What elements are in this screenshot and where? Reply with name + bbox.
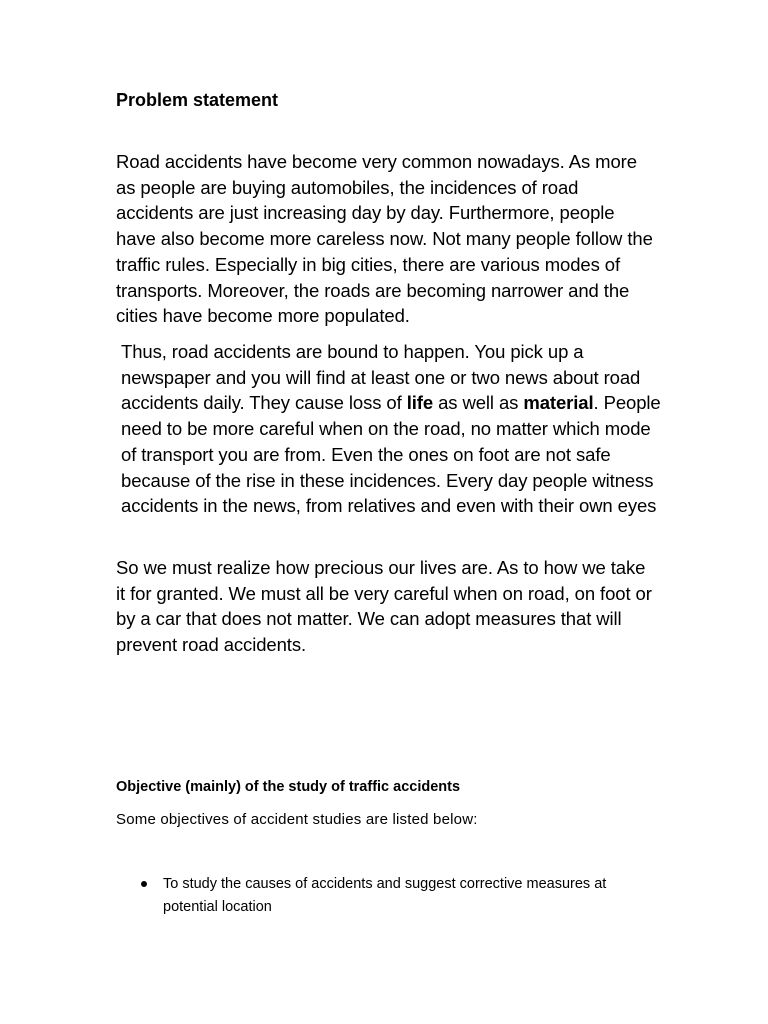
paragraph-2-text-c: . People need to be more careful when on the road, no matter which mode of transport you are from. Even the ones on foot are not safe because of the rise in these incidences. Every day people witness accidents in the news, from relatives and even with their own eyes — [121, 392, 661, 517]
section-title: Problem statement — [116, 90, 279, 110]
list-item-text: To study the causes of accidents and suggest corrective measures at potential location — [163, 876, 607, 915]
bullet-icon — [141, 881, 147, 887]
paragraph-2 — [116, 339, 663, 519]
paragraph-2-text-a: Thus, road accidents are bound to happen. You pick up a newspaper and you will find at least one or two news about road accidents daily. They cause loss of — [121, 341, 641, 414]
list-item — [116, 873, 656, 919]
objective-heading: Objective (mainly) of the study of traffic accidents — [116, 779, 461, 795]
paragraph-3: So we must realize how precious our lives are. As to how we take it for granted. We must all be very careful when on road, on foot or by a car that does not matter. We can adopt measures that will prevent road accidents. — [116, 557, 652, 656]
objective-intro: Some objectives of accident studies are listed below: — [116, 811, 478, 828]
paragraph-1: Road accidents have become very common nowadays. As more as people are buying automobiles, the incidences of road accidents are just increasing day by day. Furthermore, people have also become more careless now. Not many people follow the traffic rules. Especially in big cities, there are various modes of transports. Moreover, the roads are becoming narrower and the cities have become more populated. — [116, 151, 653, 327]
objective-list — [116, 873, 656, 919]
bold-word-life: life — [406, 392, 434, 414]
paragraph-2-text-b: as well as — [433, 392, 524, 414]
bold-word-material: material — [523, 392, 594, 414]
